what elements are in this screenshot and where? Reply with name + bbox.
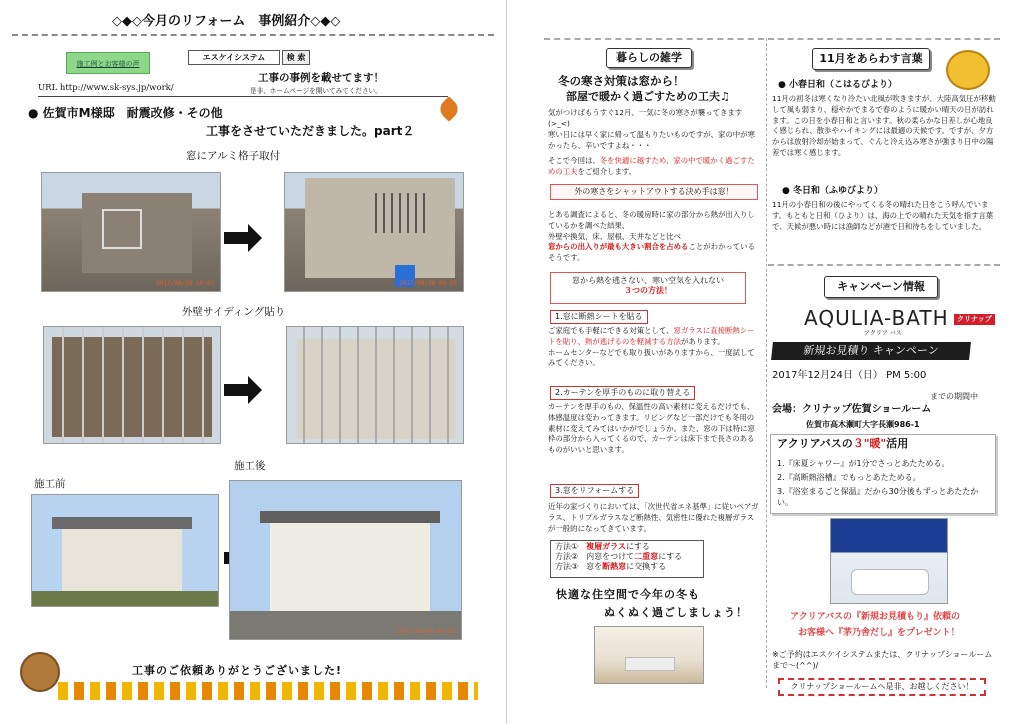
kotoba-1: ● 小春日和（こはるびより） [778,80,897,90]
section-grille: 窓にアルミ格子取付 [186,150,281,162]
key-point-box: 外の寒さをシャットアウトする決め手は窓！ [550,184,758,200]
case-title-2: 工事をさせていただきました。part２ [206,124,415,138]
photo-grille-before: 2017/08/28 10:47 [41,172,221,292]
page-header: ◇◆◇今月のリフォーム 事例紹介◇◆◇ [112,14,341,29]
header-rule [12,34,494,36]
footer-invite: クリナップショールームへ是非、お越しください！ [778,678,986,696]
way-1: 方法① 複層ガラスにする [555,542,650,551]
url-underline [38,96,448,97]
arrow-right-icon-2 [224,384,250,396]
venue: 会場：クリナップ佐賀ショールーム [772,404,932,415]
left-page [0,0,500,724]
closing-2: ぬくぬく過ごしましょう！ [604,606,748,619]
arrow-right-icon [224,232,250,244]
intro-2: 寒い日には早く家に帰って温もりたいものですが、家の中が寒かったら、辛いですよね・・・ [548,130,755,150]
photo-grille-after: 2017/09/28 09:03 [284,172,464,292]
headline-2: 部屋で暖かく過ごすための工夫♫ [566,90,730,103]
features-title: アクリアバスの３"暖"活用 [777,437,909,450]
aqulia-sub: アクリア バス [864,330,902,337]
campaign-title: キャンペーン情報 [824,276,938,298]
kotoba-2-text: 11月の小春日和の後にやってくる冬の晴れた日をこう呼んでいます。もともと日和（ひより）は、海の上での晴れた天気を指す言葉で、天候が悪い時には漁師などが港で日和待ちをしていました。 [772,200,994,231]
method-2-text: カーテンを厚手のもの、保温性の高い素材に変えるだけでも、体感温度は変わってきます。リビングなど一部だけでも冬用の素材に変えてみてはいかがでしょうか。また、窓の下は特に窓枠の部分から入ってくるので、カーテンは床下まで長さのあるものがいいと思います。 [548,402,755,455]
intro-3: そこで今回は、冬を快適に越すため、家の中で暖かく過ごすための工夫をご紹介します。 [548,156,755,176]
ways-list [550,540,704,578]
page-divider [506,0,507,724]
words-title: 11月をあらわす言葉 [812,48,930,70]
kotoba-1-text: 11月の初冬は寒くなり冷たい北風が吹きますが、大陸高気圧が移動して風も弱まり、穏やかでまるで春のように暖かい晴天の日が訪れます。この日を小春日和と言います。秋の柔らかな日差しが心地良く感じられ、散歩やハイキングには最適の天候です。ですが、夕方からは放射冷却が始まって、ぐんと冷え込み寒さが強まり日中の陽差では寒く感じます。 [772,94,996,157]
photo-house-before [31,494,219,607]
present-1: アクリアバスの『新規お見積もり』依頼の [790,612,961,622]
arrow-head-icon-2 [248,376,262,404]
method-1-heading: 1.窓に断熱シートを貼る [550,310,648,324]
way-3: 方法③ 窓を断熱窓に交換する [555,562,667,571]
closing-1: 快適な住空間で今年の冬も [556,588,700,601]
kotoba-2: ● 冬日和（ふゆびより） [782,186,883,196]
intro-1: 気がつけばもうすぐ12月、一気に冬の寒さが襲ってきます(>_<) [548,108,743,128]
column-top-rule-2 [768,38,1000,40]
campaign-rule [768,264,1000,266]
bear-mascot-icon [20,652,60,692]
search-button[interactable]: 検 索 [282,50,310,65]
column-divider [766,38,767,688]
method-2-heading: 2.カーテンを厚手のものに取り替える [550,386,695,400]
feature-2: 2.『高断熱浴槽』でもっとあたためる。 [777,473,921,482]
headline-1: 冬の寒さ対策は窓から！ [558,74,685,88]
aqulia-logo: AQULIA-BATH [804,306,949,330]
campaign-until: までの期間中 [930,392,978,401]
feature-1: 1.『床夏シャワー』が1分でさっとあたためる。 [777,459,950,468]
method-3-text: 近年の家づくりにおいては、「次世代省エネ基準」に従いペアガラス、トリプルガラスなど断熱性、気密性に優れた複層ガラスが一般的になってきています。 [548,502,759,533]
scarecrow-icon [946,50,990,90]
method-1-text: ご家庭でも手軽にできる対策として、窓ガラスに直接断熱シートを貼り、熱が逃げるのを軽減する方法があります。 ホームセンターなどでも取り扱いがありますから、一度試してみてください。 [548,326,755,368]
trivia-column [544,38,764,718]
column-top-rule [544,38,764,40]
survey-text: とある調査によると、冬の暖房時に家の部分から熱が出入りしているかを調べた結果、 外壁や換気、床、屋根、天井などと比べ 窓からの出入りが最も大きい割合を占めることがわかっているそうです。 [548,210,755,263]
before-label: 施工前 [34,478,66,490]
works-banner[interactable]: 施工例とお客様の声 [66,52,150,74]
cleanup-logo: クリナップ [954,314,995,325]
campaign-date: 2017年12月24日（日） PM 5:00 [772,370,927,381]
methods-box: 窓から熱を逃さない、寒い空気を入れない ３つの方法！ [550,272,746,304]
case-title-1: ● 佐賀市M様邸 耐震改修・その他 [28,106,223,120]
photo-house-after: 2017/10/05 09:16 [229,480,462,640]
words-column [768,38,1000,718]
campaign-banner: 新規お見積り キャンペーン [771,342,971,360]
features-box [770,434,996,514]
bathroom-photo [830,518,948,604]
after-label: 施工後 [234,460,266,472]
method-3-heading: 3.窓をリフォームする [550,484,639,498]
arrow-head-icon [248,224,262,252]
photo-siding-before [43,326,221,444]
maple-leaf-icon [436,96,461,121]
reservation-note: ※ご予約はエスケイシステムまたは、クリナップショールームまで～(^^)/ [772,650,993,670]
living-room-photo [594,626,704,684]
trivia-title: 暮らしの雑学 [606,48,692,68]
photo-siding-after [286,326,464,444]
way-2: 方法② 内窓をつけて二重窓にする [555,552,683,561]
venue-address: 佐賀市高木瀬町大字長瀬986-1 [806,420,920,429]
section-siding: 外壁サイディング貼り [182,306,286,318]
present-2: お客様へ『茅乃舎だし』をプレゼント！ [798,628,960,638]
promo-main: 工事の事例を載せてます！ [258,72,384,84]
feature-3: 3.『浴室まるごと保温』だから30分後もずっとあたたかい。 [777,487,979,507]
search-box[interactable]: エスケイシステム [188,50,280,65]
thanks-message: 工事のご依頼ありがとうございました! [132,664,343,677]
leaf-border [58,682,478,700]
site-url[interactable]: URL http://www.sk-sys.jp/work/ [38,83,174,93]
promo-sub: 是非、ホームページを開いてみてください。 [250,87,382,95]
